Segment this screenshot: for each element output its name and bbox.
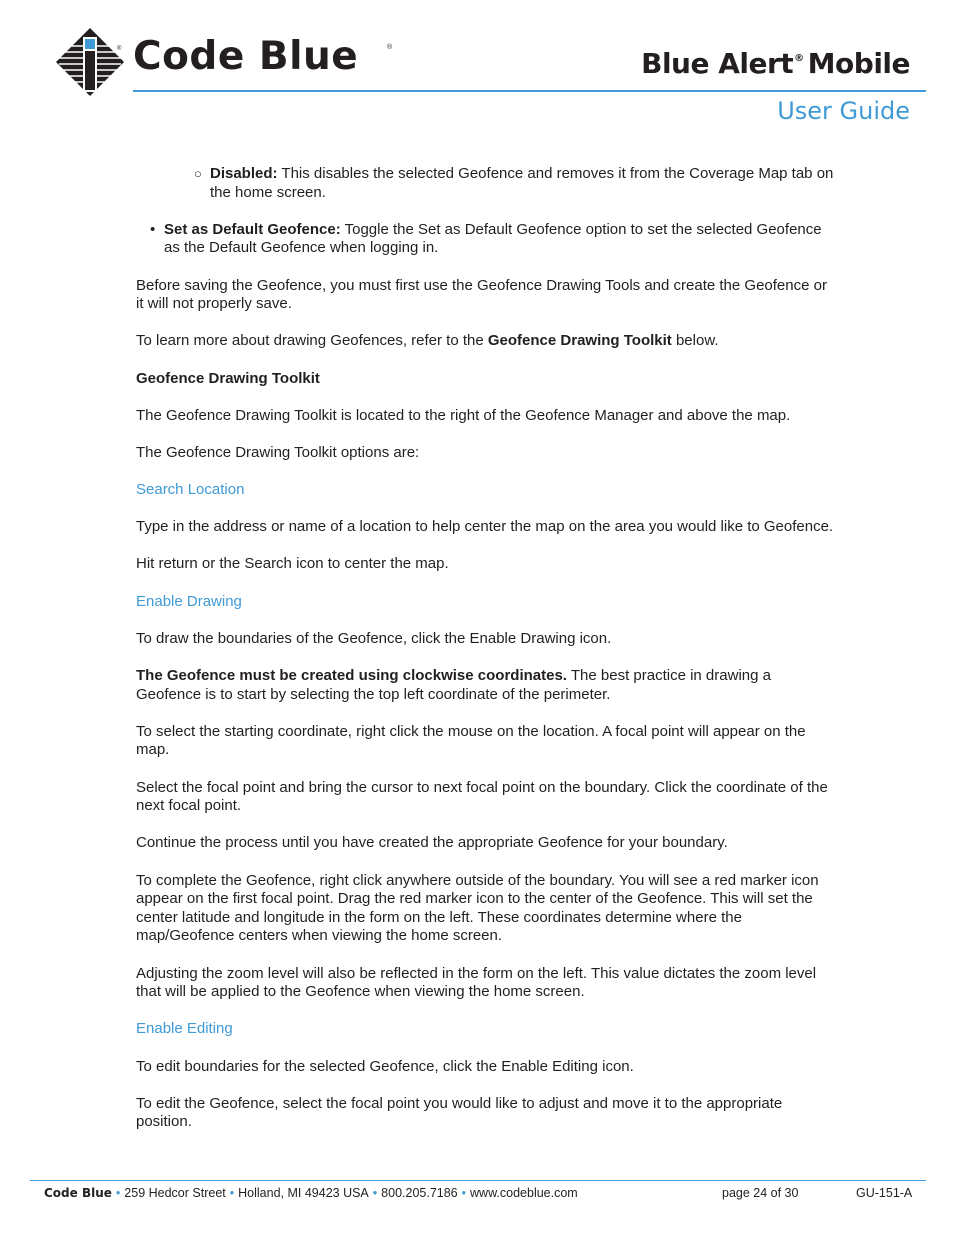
paragraph-clockwise bbox=[136, 667, 836, 704]
paragraph-draw-boundaries: To draw the boundaries of the Geofence, click the Enable Drawing icon. bbox=[136, 629, 612, 647]
footer-city: Holland, MI 49423 USA bbox=[238, 1186, 369, 1200]
sub-item-term: Disabled: bbox=[210, 165, 278, 182]
footer-website: www.codeblue.com bbox=[470, 1186, 578, 1200]
learn-more-reference: Geofence Drawing Toolkit bbox=[487, 332, 672, 350]
bullet-term: Set as Default Geofence: bbox=[164, 220, 341, 238]
paragraph-edit-boundaries: To edit boundaries for the selected Geofence, click the Enable Editing icon. bbox=[136, 1057, 634, 1075]
code-blue-tower-logo-icon bbox=[55, 27, 125, 97]
paragraph-continue: Continue the process until you have created the appropriate Geofence for your boundary. bbox=[136, 834, 728, 852]
brand-name: Code Blue bbox=[133, 34, 359, 79]
sub-list-item-disabled bbox=[136, 165, 836, 202]
document-code: GU-151-A bbox=[856, 1186, 913, 1200]
footer-street: 259 Hedcor Street bbox=[124, 1186, 226, 1200]
footer-separator: • bbox=[461, 1186, 467, 1200]
paragraph-toolkit-location: The Geofence Drawing Toolkit is located to the right of the Geofence Manager and above the map. bbox=[136, 406, 791, 424]
footer-brand: Code Blue bbox=[44, 1186, 112, 1200]
subheading-search-location: Search Location bbox=[136, 481, 245, 499]
footer-phone: 800.205.7186 bbox=[381, 1186, 458, 1200]
header-divider bbox=[133, 90, 926, 92]
product-name: Blue Alert bbox=[641, 47, 794, 80]
footer-address bbox=[44, 1186, 578, 1200]
circle-bullet-icon: ○ bbox=[194, 166, 202, 181]
paragraph-toolkit-options: The Geofence Drawing Toolkit options are: bbox=[136, 443, 420, 461]
clockwise-text: The best practice in drawing a Geofence is to start by selecting the top left coordinate of the perimeter. bbox=[136, 667, 771, 703]
logo-registered-mark: ® bbox=[117, 46, 122, 52]
page-number: page 24 of 30 bbox=[722, 1186, 799, 1200]
paragraph-zoom: Adjusting the zoom level will also be reflected in the form on the left. This value dictates the zoom level that will be applied to the Geofence when viewing the home screen. bbox=[136, 964, 817, 1001]
footer-divider bbox=[30, 1180, 926, 1181]
footer-separator: • bbox=[372, 1186, 378, 1200]
section-heading-toolkit bbox=[136, 370, 836, 389]
paragraph-edit-geofence: To edit the Geofence, select the focal point you would like to adjust and move it to the appropriate position. bbox=[136, 1094, 783, 1131]
paragraph-search-type: Type in the address or name of a location to help center the map on the area you would like to Geofence. bbox=[136, 518, 834, 536]
paragraph-focal-point: Select the focal point and bring the cursor to next focal point on the boundary. Click the coordinate of the next focal point. bbox=[136, 778, 828, 815]
paragraph-starting-coordinate: To select the starting coordinate, right click the mouse on the location. A focal point will appear on the map. bbox=[136, 722, 806, 759]
paragraph-learn-more bbox=[136, 332, 836, 351]
subheading-enable-drawing: Enable Drawing bbox=[136, 592, 242, 610]
doc-subtitle: User Guide bbox=[777, 97, 910, 125]
product-registered-mark: ® bbox=[794, 53, 804, 64]
footer-separator: • bbox=[115, 1186, 121, 1200]
bullet-icon: • bbox=[150, 220, 156, 238]
paragraph-before-saving: Before saving the Geofence, you must first use the Geofence Drawing Tools and create the Geofence or it will not properly save. bbox=[136, 276, 827, 313]
learn-more-prefix: To learn more about drawing Geofences, refer to the bbox=[136, 332, 488, 350]
toolkit-heading-text: Geofence Drawing Toolkit bbox=[136, 369, 320, 387]
list-item-default-geofence bbox=[136, 221, 836, 258]
bullet-text: Toggle the Set as Default Geofence option to set the selected Geofence as the Default Geofence when logging in. bbox=[164, 220, 822, 257]
page-content bbox=[136, 165, 836, 1150]
clockwise-note: The Geofence must be created using clockwise coordinates. bbox=[136, 667, 567, 685]
paragraph-search-hit: Hit return or the Search icon to center the map. bbox=[136, 555, 449, 573]
paragraph-complete: To complete the Geofence, right click anywhere outside of the boundary. You will see a red marker icon appear on the first focal point. Drag the red marker icon to the center of the Geofence. This will set the center latitude and longitude in the form on the left. These coordinates determine where the map/Geofence centers when viewing the home screen. bbox=[136, 871, 819, 945]
footer-separator: • bbox=[229, 1186, 235, 1200]
brand-registered-mark: ® bbox=[387, 44, 393, 51]
sub-item-text: This disables the selected Geofence and removes it from the Coverage Map tab on the home screen. bbox=[210, 165, 834, 201]
product-title bbox=[641, 47, 910, 81]
product-suffix: Mobile bbox=[807, 47, 910, 80]
subheading-enable-editing: Enable Editing bbox=[136, 1020, 233, 1038]
learn-more-suffix: below. bbox=[671, 332, 719, 350]
